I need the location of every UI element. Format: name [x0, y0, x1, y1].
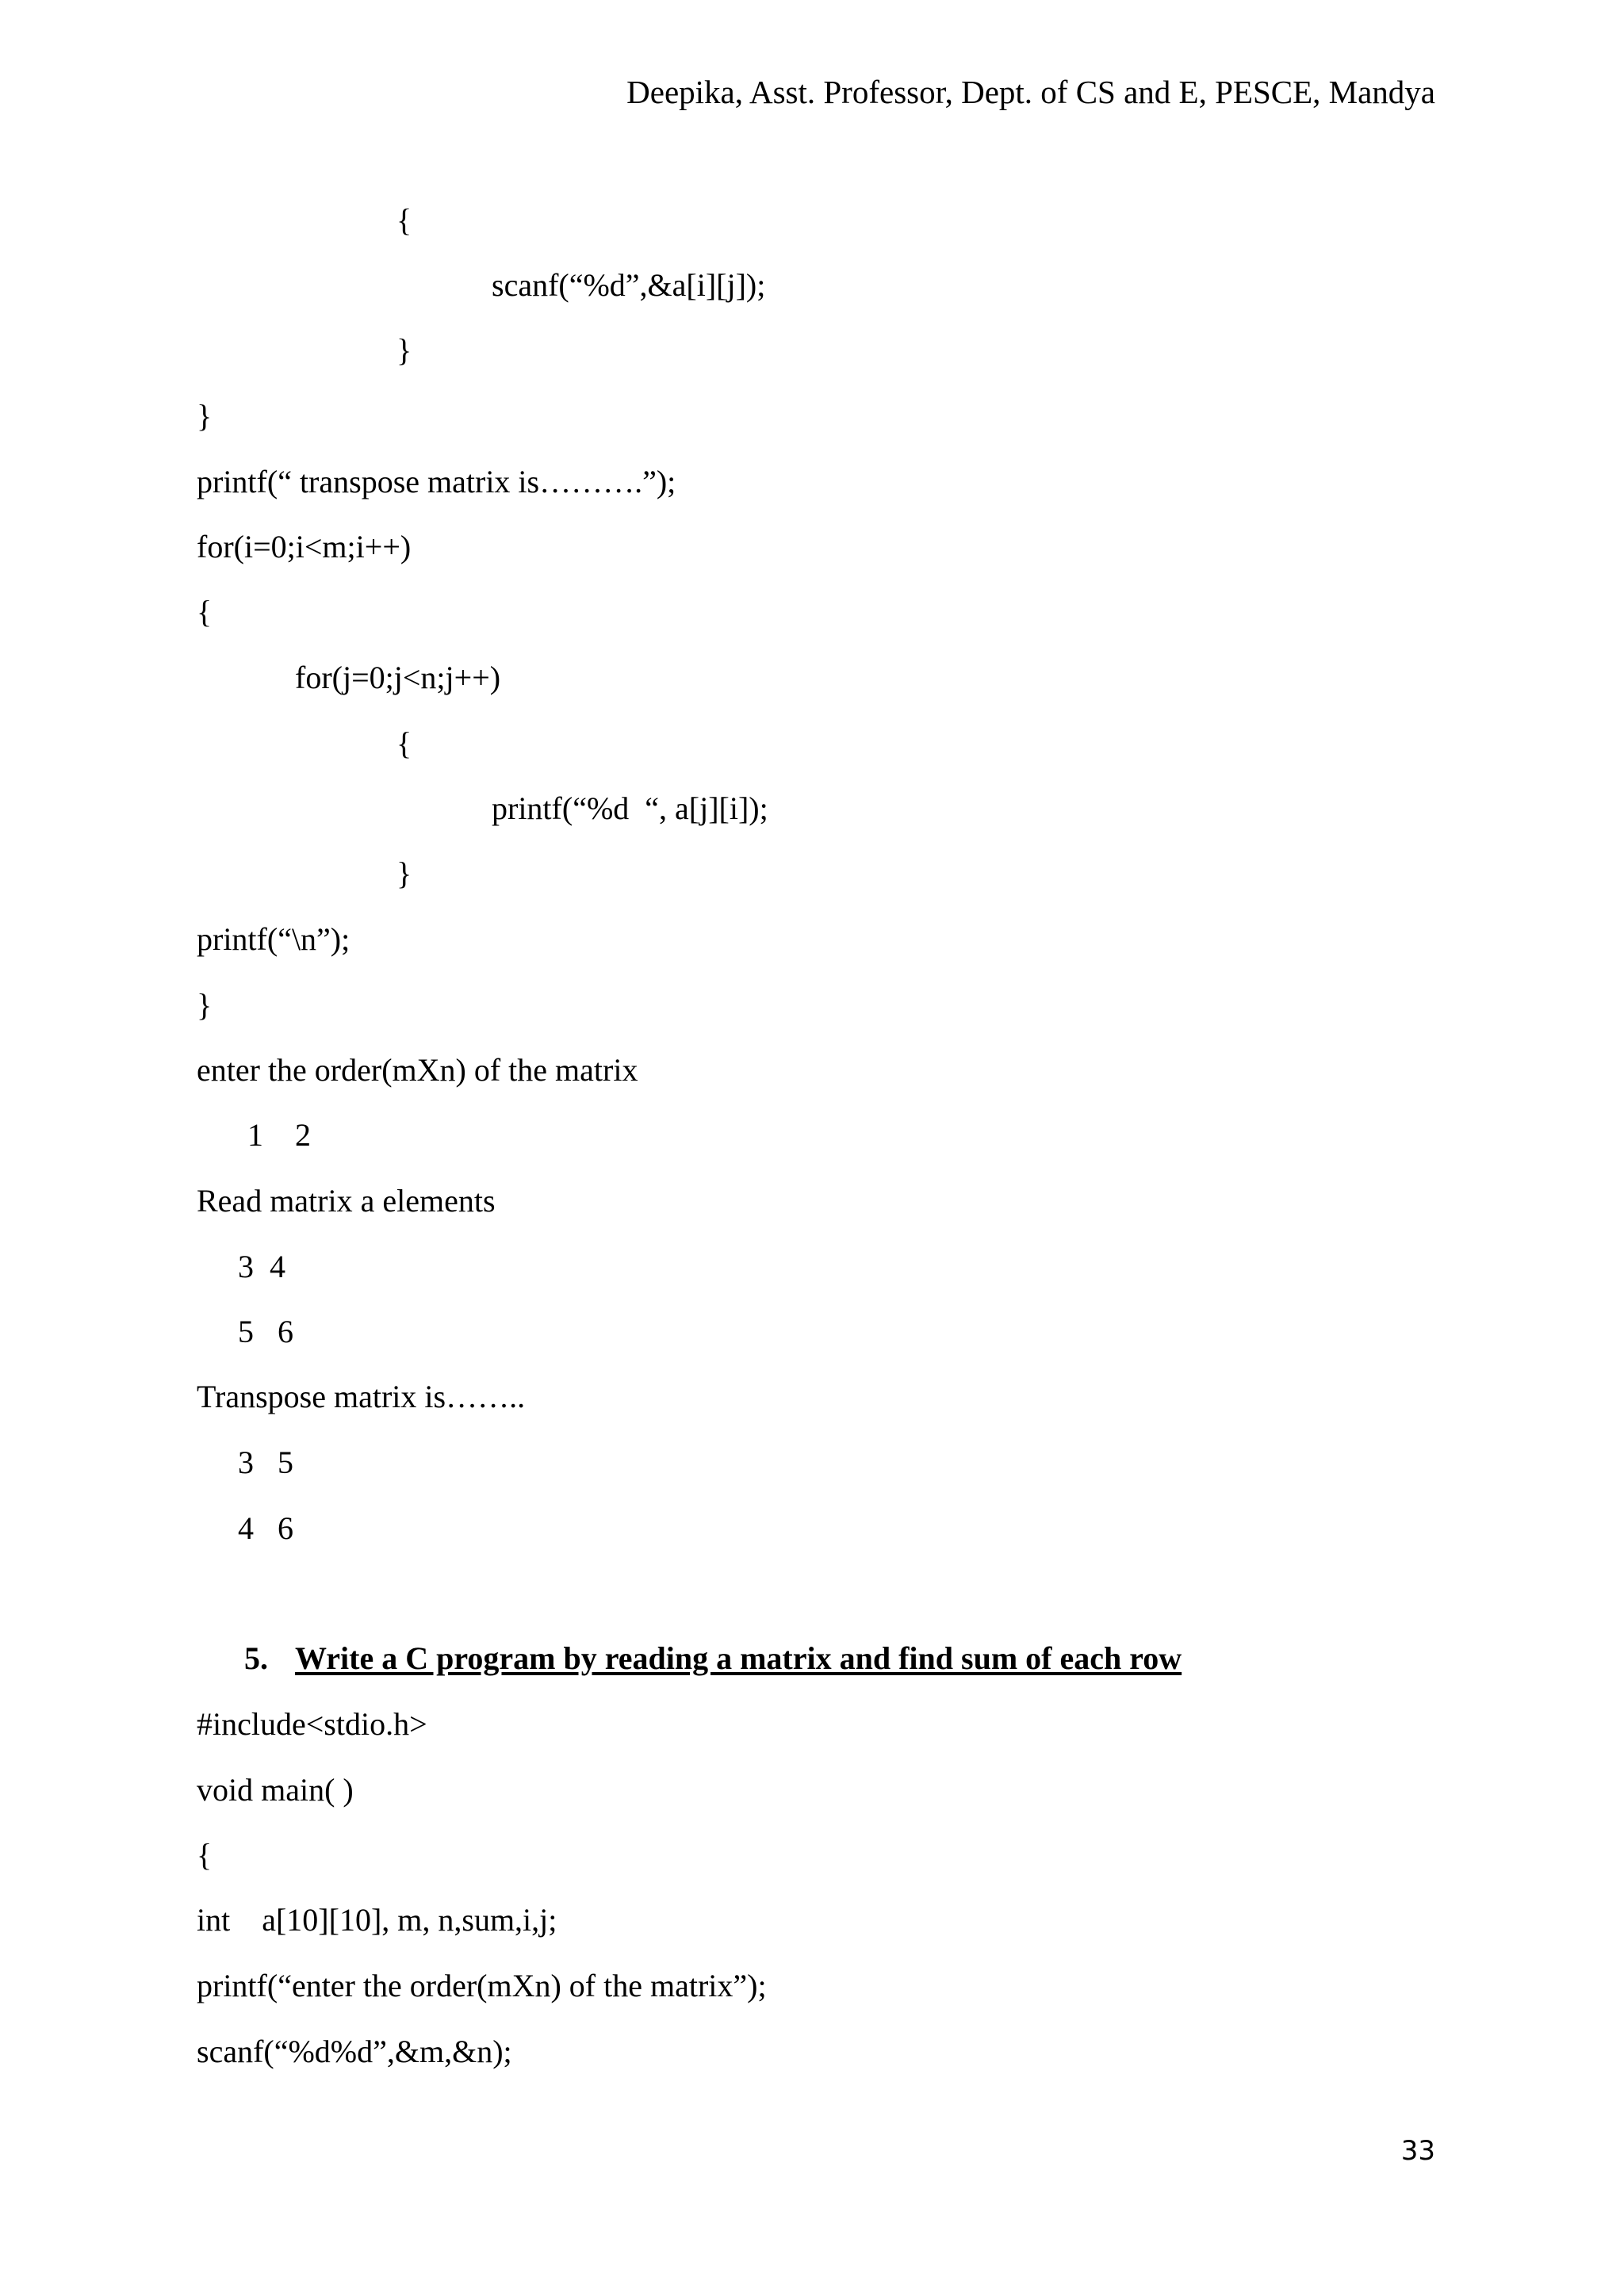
output-line: 5 6	[238, 1314, 293, 1349]
code-line: }	[396, 855, 412, 891]
code-line: printf(“%d “, a[j][i]);	[492, 790, 768, 826]
section-heading	[244, 1640, 1182, 1676]
output-line: Read matrix a elements	[197, 1183, 496, 1219]
code-line: }	[197, 987, 213, 1023]
code-line: printf(“enter the order(mXn) of the matrix”);	[197, 1968, 767, 2003]
output-line: 1 2	[247, 1117, 311, 1153]
section-title: Write a C program by reading a matrix and find sum of each row	[295, 1640, 1182, 1676]
code-line: scanf(“%d%d”,&m,&n);	[197, 2034, 512, 2069]
code-line: {	[197, 1837, 213, 1873]
code-line: {	[396, 725, 412, 761]
code-line: printf(“ transpose matrix is……….”);	[197, 464, 676, 499]
code-line: void main( )	[197, 1772, 354, 1808]
output-line: 4 6	[238, 1510, 293, 1546]
output-line: 3 5	[238, 1445, 293, 1480]
code-line: {	[396, 202, 412, 238]
code-line: printf(“\n”);	[197, 921, 350, 957]
code-line: scanf(“%d”,&a[i][j]);	[492, 267, 766, 303]
code-line: for(i=0;i<m;i++)	[197, 529, 412, 564]
code-line: }	[197, 398, 213, 434]
code-line: for(j=0;j<n;j++)	[295, 660, 501, 695]
page-number: 33	[1400, 2135, 1435, 2167]
output-line: 3 4	[238, 1249, 285, 1284]
output-line: enter the order(mXn) of the matrix	[197, 1052, 638, 1088]
section-number: 5.	[244, 1640, 268, 1676]
page-header: Deepika, Asst. Professor, Dept. of CS and E, PESCE, Mandya	[626, 74, 1435, 110]
code-line: int a[10][10], m, n,sum,i,j;	[197, 1902, 557, 1938]
code-line: }	[396, 332, 412, 368]
code-line: {	[197, 594, 213, 629]
code-line: #include<stdio.h>	[197, 1706, 427, 1742]
output-line: Transpose matrix is……..	[197, 1379, 526, 1414]
